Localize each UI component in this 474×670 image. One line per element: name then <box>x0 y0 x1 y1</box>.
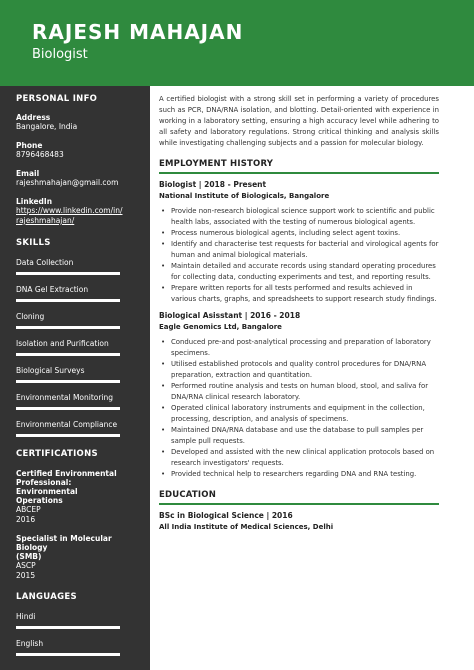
sidebar <box>0 86 150 670</box>
cert-title-line: (SMB) <box>16 552 42 561</box>
certification-item <box>16 469 134 524</box>
skill-bar <box>16 380 120 383</box>
skill-bar <box>16 407 120 410</box>
skill-item <box>16 393 134 410</box>
cert-title-line: Operations <box>16 496 63 505</box>
skill-label: DNA Gel Extraction <box>16 285 89 294</box>
bullet-item: • Performed routine analysis and tests on human blood, stool, and saliva for DNA/RNA clinical research laboratory. <box>159 381 439 403</box>
degree: BSc in Biological Science | 2016 <box>159 511 293 520</box>
language-item <box>16 639 134 656</box>
certifications-heading: CERTIFICATIONS <box>16 449 98 459</box>
skill-bar <box>16 326 120 329</box>
candidate-role: Biologist <box>32 47 88 62</box>
candidate-name: RAJESH MAHAJAN <box>32 20 244 44</box>
linkedin-link-line2[interactable]: rajeshmahajan/ <box>16 216 75 225</box>
language-bar <box>16 626 120 629</box>
bullet-item: • Maintain detailed and accurate records using standard operating procedures for collecting data, conducting experiments and test, and reporting results. <box>159 261 439 283</box>
bullet-item: • Developed and assisted with the new clinical application protocols based on research investigators' requests. <box>159 447 439 469</box>
main-content <box>159 86 439 531</box>
job-organization: National Institute of Biologicals, Bangalore <box>159 192 330 200</box>
skill-label: Cloning <box>16 312 45 321</box>
job-organization: Eagle Genomics Ltd, Bangalore <box>159 323 282 331</box>
cert-title-line: Professional: Environmental <box>16 478 78 496</box>
skill-label: Environmental Compliance <box>16 420 118 429</box>
bullet-item: • Process numerous biological agents, including select agent toxins. <box>159 228 439 239</box>
languages-heading: LANGUAGES <box>16 592 77 602</box>
phone-label: Phone <box>16 141 43 150</box>
skill-item <box>16 285 134 302</box>
job-title: Biologist | 2018 - Present <box>159 180 267 189</box>
skill-label: Data Collection <box>16 258 74 267</box>
bullet-item: • Operated clinical laboratory instruments and equipment in the collection, processing, description, and analysis of specimens. <box>159 403 439 425</box>
resume-header <box>0 0 474 86</box>
skill-bar <box>16 434 120 437</box>
education-heading: EDUCATION <box>159 490 217 500</box>
skill-item <box>16 258 134 275</box>
phone-value: 8796468483 <box>16 150 64 159</box>
skill-label: Biological Surveys <box>16 366 85 375</box>
skill-item <box>16 339 134 356</box>
summary-paragraph: A certified biologist with a strong skill set in performing a variety of procedures such as PCR, DNA/RNA isolation, and blotting. Detail-oriented with experience in working in a laboratory setting, ensuring a high accuracy level while adhering to all safety and laboratory regulations. Strong critical thinking and analysis skills while investigating challenging subjects and a passion for molecular biology. <box>159 95 439 147</box>
skill-item <box>16 420 134 437</box>
bullet-item: • Identify and characterise test requests for bacterial and virological agents for human and animal biological materials. <box>159 239 439 261</box>
email-label: Email <box>16 169 40 178</box>
cert-issuer: ABCEP <box>16 505 41 514</box>
skill-bar <box>16 299 120 302</box>
bullet-item: • Utilised established protocols and quality control procedures for DNA/RNA preparation, extraction and quantitation. <box>159 359 439 381</box>
job-bullets <box>159 337 439 480</box>
section-divider <box>159 503 439 505</box>
job-bullets <box>159 206 439 305</box>
job-title: Biological Asisstant | 2016 - 2018 <box>159 311 301 320</box>
bullet-item: • Provide non-research biological science support work to scientific and public health labs, associated with the testing of numerous biological agents. <box>159 206 439 228</box>
linkedin-label: LinkedIn <box>16 197 53 206</box>
skill-bar <box>16 353 120 356</box>
skills-list <box>16 258 134 437</box>
language-item <box>16 612 134 629</box>
language-label: Hindi <box>16 612 36 621</box>
linkedin-link-line1[interactable]: https://www.linkedin.com/in/ <box>16 206 123 215</box>
language-label: English <box>16 639 44 648</box>
employment-heading: EMPLOYMENT HISTORY <box>159 159 274 169</box>
skill-item <box>16 312 134 329</box>
email-value[interactable]: rajeshmahajan@gmail.com <box>16 178 119 187</box>
address-label: Address <box>16 113 51 122</box>
cert-year: 2015 <box>16 570 36 580</box>
cert-title-line: Certified Environmental <box>16 469 117 478</box>
bullet-item: • Provided technical help to researchers regarding DNA and RNA testing. <box>159 469 439 480</box>
language-bar <box>16 653 120 656</box>
bullet-item: • Maintained DNA/RNA database and use the database to pull samples per sample pull requests. <box>159 425 439 447</box>
bullet-item: • Conduced pre-and post-analytical processing and preparation of laboratory specimens. <box>159 337 439 359</box>
skill-item <box>16 366 134 383</box>
personal-info-heading: PERSONAL INFO <box>16 94 98 104</box>
bullet-item: • Prepare written reports for all tests performed and results achieved in various charts, graphs, and spreadsheets to support research study findings. <box>159 283 439 305</box>
job-entry <box>159 311 439 480</box>
skills-heading: SKILLS <box>16 238 51 248</box>
skill-label: Environmental Monitoring <box>16 393 114 402</box>
skill-bar <box>16 272 120 275</box>
cert-issuer: ASCP <box>16 561 36 570</box>
skill-label: Isolation and Purification <box>16 339 109 348</box>
address-value: Bangalore, India <box>16 122 78 131</box>
certification-item <box>16 534 134 580</box>
job-entry <box>159 180 439 305</box>
cert-title-line: Specialist in Molecular Biology <box>16 534 112 552</box>
section-divider <box>159 172 439 174</box>
cert-year: 2016 <box>16 514 36 524</box>
school: All India Institute of Medical Sciences, Delhi <box>159 523 334 531</box>
